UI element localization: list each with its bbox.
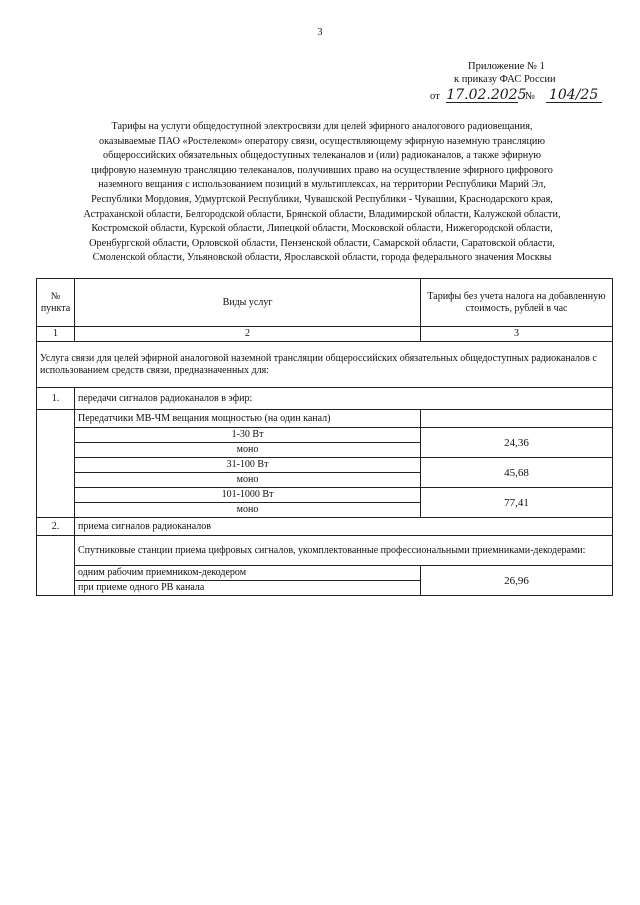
appendix-title: Приложение № 1 [468, 61, 545, 72]
item-row [37, 388, 613, 410]
title-line: Тарифы на услуги общедоступной электросвязи для целей эфирного аналогового радиовещания, [111, 121, 533, 132]
tariff-table [36, 278, 613, 596]
page-number: 3 [317, 27, 323, 38]
header-services: Виды услуг [75, 279, 421, 327]
from-label: от [430, 91, 440, 102]
title-line: оказываемые ПАО «Ростелеком» оператору связи, осуществляющему эфирную наземную трансляцию [99, 135, 545, 147]
appendix-order-ref: к приказу ФАС России [454, 74, 556, 85]
table-row [37, 458, 613, 473]
document-title [38, 120, 606, 266]
handwritten-number: 104/25 [546, 89, 602, 103]
power-cell: 31-100 Вт [75, 458, 421, 473]
title-line: наземного вещания с использованием позиций в мультиплексах, на территории Республики Марий Эл, [98, 179, 546, 191]
section-title: Услуга связи для целей эфирной аналоговой наземной трансляции общероссийских обязательных общедоступных радиоканалов с использованием средств связи, предназначенных для: [37, 342, 613, 388]
title-line: цифровую наземную трансляцию телеканалов, получивших право на осуществление эфирного цифрового [91, 164, 553, 176]
section-row [37, 342, 613, 388]
item-label: передачи сигналов радиоканалов в эфир: [75, 388, 613, 410]
col-number: 2 [75, 327, 421, 342]
handwritten-date: 17.02.2025 [446, 87, 527, 103]
empty-cell [421, 410, 613, 428]
item-label: приема сигналов радиоканалов [75, 518, 613, 536]
appendix-date-number [430, 89, 620, 103]
mode-cell: моно [75, 503, 421, 518]
header-tariff: Тарифы без учета налога на добавленную стоимость, рублей в час [421, 279, 613, 327]
tariff-cell: 77,41 [421, 488, 613, 518]
group-row [37, 536, 613, 566]
number-label: № [524, 91, 535, 102]
group-label: Спутниковые станции приема цифровых сигналов, укомплектованные профессиональными приемниками-декодерами: [75, 536, 613, 566]
title-line: Астраханской области, Белгородской области, Брянской области, Владимирской области, Калужской области, [83, 208, 561, 220]
table-row [37, 566, 613, 581]
header-num: № пункта [37, 279, 75, 327]
tariff-cell: 26,96 [421, 566, 613, 596]
table-row [37, 488, 613, 503]
group-row [37, 410, 613, 428]
power-cell: 1-30 Вт [75, 428, 421, 443]
title-line: Костромской области, Курской области, Липецкой области, Московской области, Нижегородской области, [91, 223, 553, 235]
channel-cell: при приеме одного РВ канала [75, 581, 421, 596]
power-cell: 101-1000 Вт [75, 488, 421, 503]
empty-cell [37, 410, 75, 518]
table-header-row [37, 279, 613, 327]
receiver-cell: одним рабочим приемником-декодером [75, 566, 421, 581]
title-line: Оренбургской области, Орловской области, Пензенской области, Самарской области, Саратовской области, [89, 237, 555, 249]
title-line: Республики Мордовия, Удмуртской Республики, Чувашской Республики - Чувашии, Краснодарского края, [91, 193, 553, 205]
item-number: 2. [37, 518, 75, 536]
mode-cell: моно [75, 473, 421, 488]
item-number: 1. [37, 388, 75, 410]
tariff-cell: 24,36 [421, 428, 613, 458]
table-row [37, 428, 613, 443]
item-row [37, 518, 613, 536]
col-number: 3 [421, 327, 613, 342]
col-number: 1 [37, 327, 75, 342]
empty-cell [37, 536, 75, 596]
mode-cell: моно [75, 443, 421, 458]
appendix-header [430, 60, 620, 103]
column-numbers-row [37, 327, 613, 342]
tariff-cell: 45,68 [421, 458, 613, 488]
title-line: общероссийских обязательных общедоступных телеканалов и (или) радиоканалов, а также эфирную [103, 150, 541, 162]
title-line: Смоленской области, Ульяновской области, Ярославской области, города федерального значения Москвы [92, 252, 552, 264]
group-label: Передатчики МВ-ЧМ вещания мощностью (на один канал) [75, 410, 421, 428]
